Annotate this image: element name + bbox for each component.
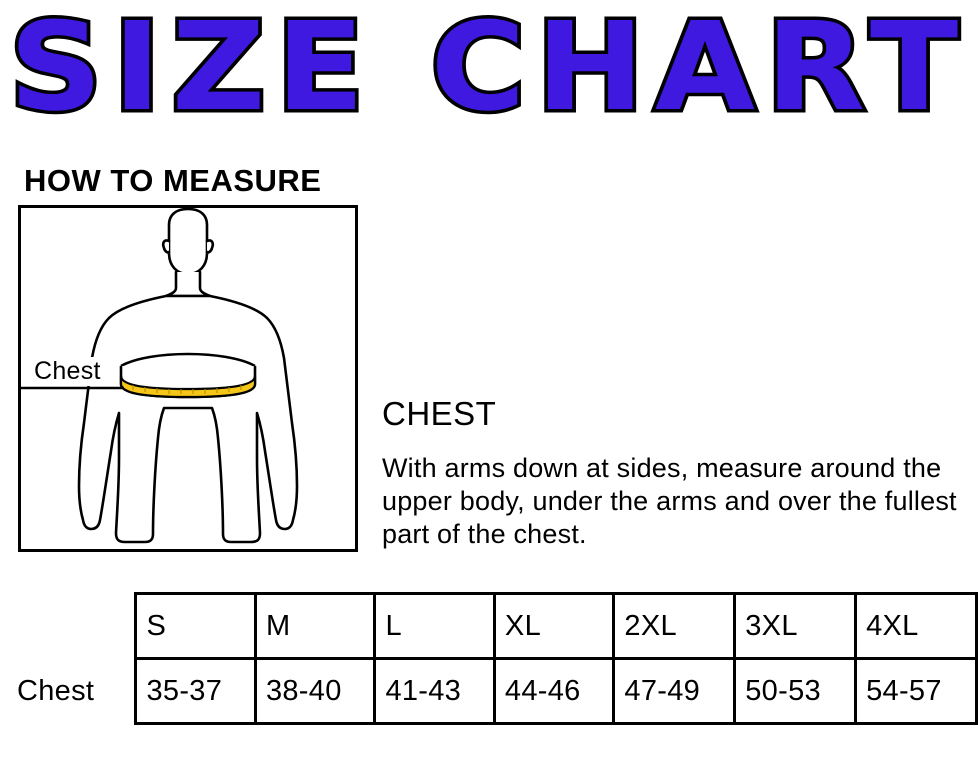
cell-chest-xl: 44-46 (494, 659, 613, 724)
row-header-chest: Chest (17, 674, 95, 707)
cell-chest-3xl: 50-53 (735, 659, 856, 724)
page-title-banner (0, 0, 978, 144)
cell-chest-4xl: 54-57 (856, 659, 977, 724)
size-table (8, 592, 978, 725)
cell-chest-2xl: 47-49 (614, 659, 735, 724)
how-to-measure-heading: HOW TO MEASURE (24, 163, 322, 198)
column-header-4xl: 4XL (856, 594, 977, 659)
column-header-s: S (136, 594, 255, 659)
table-corner-cell (8, 594, 136, 659)
column-header-l: L (375, 594, 494, 659)
column-header-2xl: 2XL (614, 594, 735, 659)
cell-chest-m: 38-40 (255, 659, 374, 724)
description-body: With arms down at sides, measure around the upper body, under the arms and over the fullest part of the chest. (382, 453, 957, 549)
chest-callout-label: Chest (34, 357, 101, 385)
column-header-3xl: 3XL (735, 594, 856, 659)
cell-chest-l: 41-43 (375, 659, 494, 724)
page-title: SIZE CHART (9, 0, 969, 138)
column-header-xl: XL (494, 594, 613, 659)
table-header-row (8, 594, 977, 659)
description-heading: CHEST (382, 395, 497, 432)
table-row (8, 659, 977, 724)
cell-chest-s: 35-37 (136, 659, 255, 724)
column-header-m: M (255, 594, 374, 659)
